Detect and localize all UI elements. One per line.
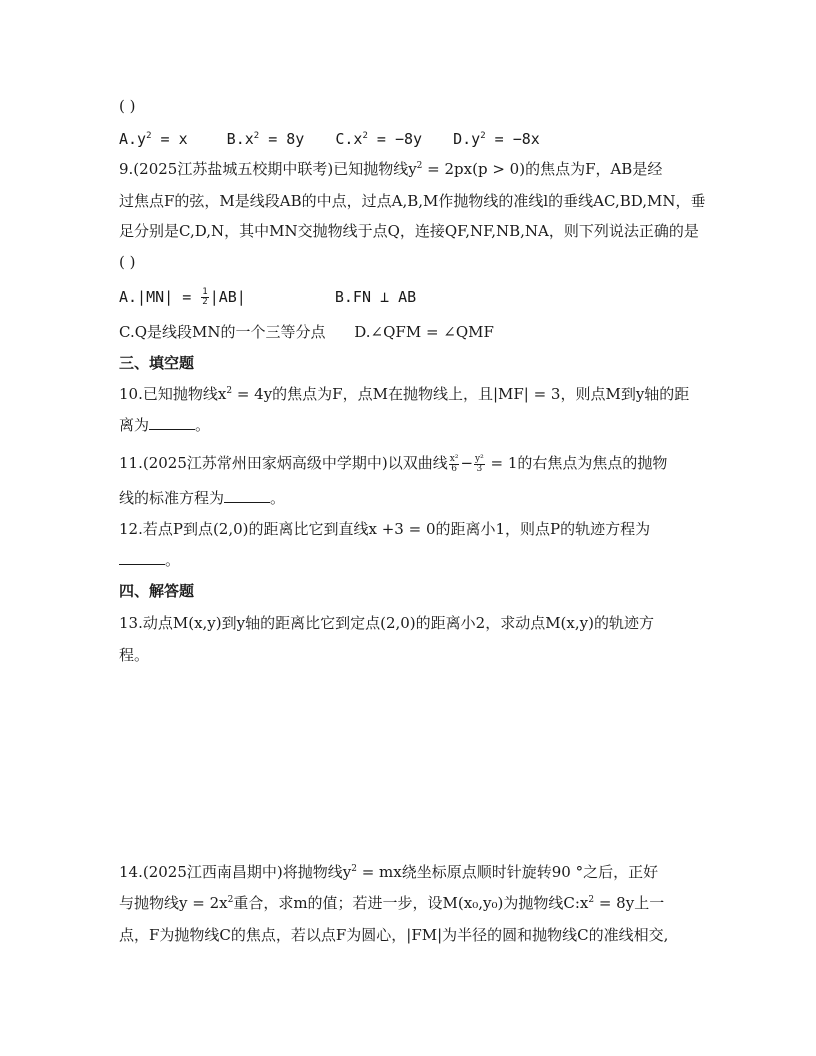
question-10-line-1: 10.已知抛物线$x^2 = 4y$的焦点为F，点M在抛物线上，且|MF| = 3，则点M到y轴的距 bbox=[119, 385, 690, 403]
section-fill-in-heading: 三、填空题 bbox=[119, 354, 195, 372]
option-a: A.|MN| = $\frac{1}{2}$ |AB| bbox=[119, 287, 246, 307]
question-9-line-3: 足分别是C,D,N，其中MN交抛物线于点Q，连接QF,NF,NB,NA，则下列说法正确的是 bbox=[119, 222, 699, 240]
option-d: $D.y^2 = -8x$ bbox=[453, 130, 540, 148]
fraction-x2-over-6: $\frac{\text{x²}}{6}$ bbox=[449, 453, 459, 474]
question-8-options bbox=[119, 129, 540, 149]
question-8-paren: ( ) bbox=[119, 97, 136, 115]
question-12-line-2: 。 bbox=[119, 550, 180, 570]
answer-blank[interactable] bbox=[224, 488, 270, 503]
option-c: $C.x^2 = -8y$ bbox=[335, 130, 423, 148]
question-13-line-1: 13.动点M(x,y)到y轴的距离比它到定点(2,0)的距离小2，求动点M(x,y)的轨迹方 bbox=[119, 614, 654, 632]
option-d: D.∠QFM = ∠QMF bbox=[354, 323, 494, 341]
fraction-y2-over-3: $\frac{\text{y²}}{3}$ bbox=[475, 453, 484, 474]
question-13-line-2: 程。 bbox=[119, 646, 150, 664]
question-9-line-1: 9.(2025江苏盐城五校期中联考)已知抛物线$y^2 = 2px(p > 0)$的焦点为F，AB是经 bbox=[119, 160, 663, 178]
question-11-line-1: 11.(2025江苏常州田家炳高级中学期中)以双曲线 $\frac{\text{x²}}{6}$ − $\frac{\text{y²}}{3}$ = 1的右焦点为焦点的抛物 bbox=[119, 453, 668, 474]
question-9-paren: ( ) bbox=[119, 253, 136, 271]
question-14-line-3: 点，F为抛物线C的焦点，若以点F为圆心，|FM|为半径的圆和抛物线C的准线相交, bbox=[119, 926, 669, 944]
answer-blank[interactable] bbox=[149, 415, 195, 430]
question-11-line-2: 线的标准方程为 。 bbox=[119, 489, 286, 507]
question-14-line-2: 与抛物线$y = 2x^2$重合，求m的值；若进一步，设M(x₀,y₀)为抛物线$C:x^2 = 8y$上一 bbox=[119, 894, 665, 912]
section-answer-heading: 四、解答题 bbox=[119, 582, 195, 600]
option-c: C.Q是线段MN的一个三等分点 bbox=[119, 323, 326, 341]
question-10-line-2: 离为 。 bbox=[119, 416, 211, 434]
answer-blank[interactable] bbox=[119, 550, 165, 565]
option-b: B.FN ⊥ AB bbox=[334, 288, 417, 306]
half-fraction: $\frac{1}{2}$ bbox=[202, 287, 208, 307]
question-14-line-1: 14.(2025江西南昌期中)将抛物线$y^2$ = mx绕坐标原点顺时针旋转90 °之后，正好 bbox=[119, 863, 659, 881]
question-9-options-ab bbox=[119, 287, 416, 307]
question-9-options-cd bbox=[119, 322, 494, 342]
question-12-line-1: 12.若点P到点(2,0)的距离比它到直线x +3 = 0的距离小1，则点P的轨迹方程为 bbox=[119, 520, 651, 538]
question-9-line-2: 过焦点F的弦，M是线段AB的中点，过点A,B,M作抛物线的准线l的垂线AC,BD,MN，垂 bbox=[119, 192, 706, 210]
option-b: $B.x^2 = 8y$ bbox=[226, 130, 305, 148]
option-a: $A.y^2 = x$ bbox=[119, 130, 188, 148]
